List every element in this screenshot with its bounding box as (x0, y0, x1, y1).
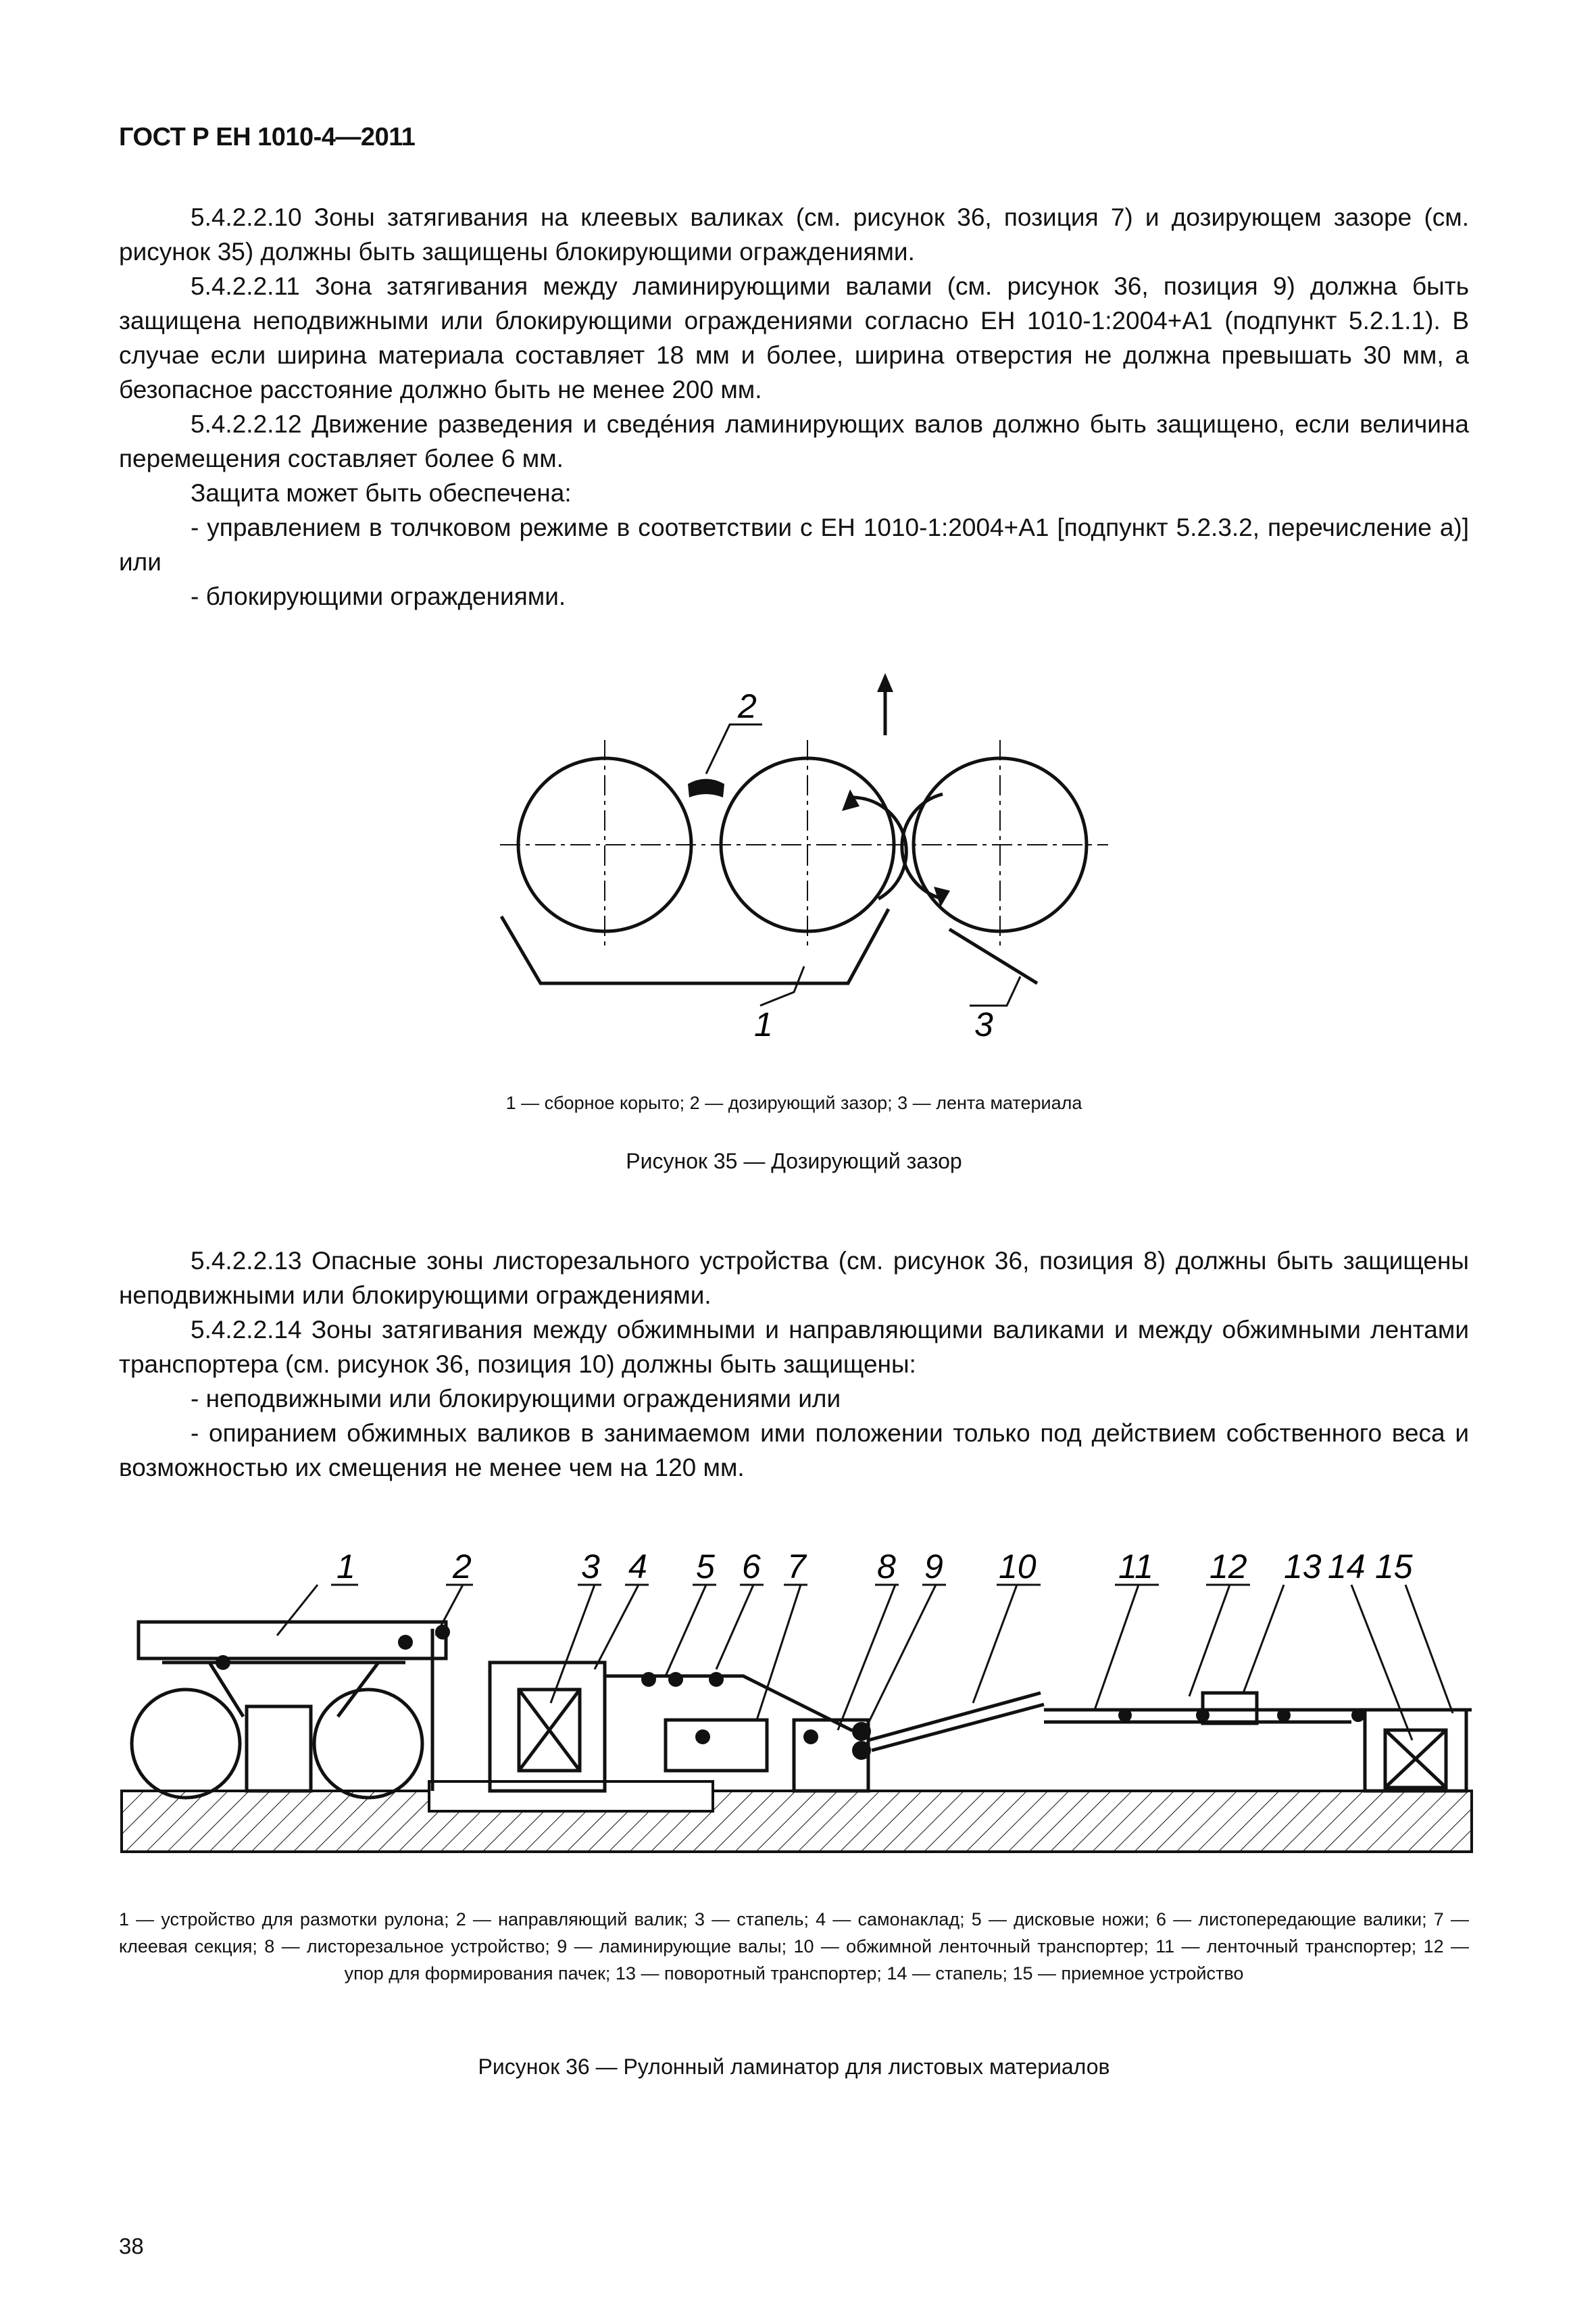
leader-13 (1243, 1585, 1284, 1693)
small-roller (803, 1729, 818, 1744)
figure-35-caption: Рисунок 35 — Дозирующий зазор (626, 1149, 962, 1173)
fig35-label-2: 2 (738, 687, 757, 725)
small-roller (1196, 1708, 1210, 1722)
fig35-label-3: 3 (974, 1006, 993, 1043)
leader-2 (436, 1585, 463, 1635)
fig36-label-13: 13 (1284, 1548, 1322, 1585)
small-roller (1351, 1708, 1365, 1722)
paragraph: 5.4.2.2.12 Движение разведения и сведе́ния ламинирующих валов должно быть защищено, если величина перемещения составляет более 6 мм. (119, 410, 1469, 472)
figure-36-legend (119, 1906, 1469, 1987)
page-number: 38 (119, 2234, 144, 2259)
leader-11 (1095, 1585, 1139, 1710)
leader-9 (865, 1585, 936, 1730)
fig35-label-1: 1 (754, 1006, 773, 1043)
delivery-frame (1365, 1710, 1466, 1791)
floor (122, 1791, 1472, 1852)
small-roller (398, 1635, 413, 1650)
leader-8 (838, 1585, 895, 1730)
paragraph: 5.4.2.2.11 Зона затягивания между ламинирующими валами (см. рисунок 36, позиция 9) должна быть защищена неподвижными или блокирующими ограждениями согласно ЕН 1010-1:2004+А1 (подпункт 5.2.1.1). В случае если ширина материала составляет 18 мм и более, ширина отверстия не должна превышать 30 мм, а безопасное расстояние должно быть не менее 200 мм. (119, 272, 1469, 403)
fig36-label-1: 1 (336, 1548, 355, 1585)
unwinder-stand (247, 1706, 311, 1791)
small-roller (668, 1672, 683, 1687)
leader-15 (1405, 1585, 1453, 1713)
paragraph: - неподвижными или блокирующими ограждениями или (191, 1385, 841, 1412)
leader-12 (1189, 1585, 1230, 1696)
fig36-label-2: 2 (453, 1548, 472, 1585)
fig36-label-11: 11 (1118, 1548, 1153, 1585)
fig36-label-8: 8 (877, 1548, 896, 1585)
fig36-label-4: 4 (628, 1548, 647, 1585)
paragraph: - блокирующими ограждениями. (191, 583, 566, 610)
paragraph: - опиранием обжимных валиков в занимаемом ими положении только под действием собственного веса и возможностью их смещения не менее чем на 120 мм. (119, 1419, 1469, 1481)
unwinder-web-lines (209, 1663, 378, 1717)
paragraph: 5.4.2.2.13 Опасные зоны листорезального устройства (см. рисунок 36, позиция 8) должны быть защищены неподвижными или блокирующими ограждениями. (119, 1247, 1469, 1309)
fig36-label-3: 3 (581, 1548, 600, 1585)
press-belt-conveyor (868, 1693, 1041, 1740)
leader-1 (277, 1585, 318, 1635)
unwind-roll-1 (132, 1690, 240, 1798)
leader-5 (666, 1585, 706, 1676)
fig36-label-9: 9 (924, 1548, 943, 1585)
glue-section-frame (666, 1720, 767, 1771)
small-roller (695, 1729, 710, 1744)
small-roller (1277, 1708, 1291, 1722)
fig36-label-12: 12 (1210, 1548, 1247, 1585)
legend-text: 1 — устройство для размотки рулона; 2 — направляющий валик; 3 — стапель; 4 — самонаклад; 5 — дисковые ножи; 6 — листопередающие валики; 7 — клеевая секция; 8 — листорезальное устройство; 9 — ламинирующие валы; 10 — обжимной ленточный транспортер; 11 — ленточный транспортер; 12 — упор для формирования пачек; 13 — поворотный транспортер; 14 — стапель; 15 — приемное устройство (119, 1909, 1469, 1984)
press-belt-conveyor-lower (872, 1704, 1044, 1750)
small-roller (1118, 1708, 1132, 1722)
floor-pit (429, 1781, 713, 1811)
fig36-label-15: 15 (1375, 1548, 1413, 1585)
leader-6 (716, 1585, 753, 1669)
paragraph: Защита может быть обеспечена: (191, 479, 572, 507)
laminating-roller (852, 1741, 871, 1760)
document-header: ГОСТ Р ЕН 1010-4—2011 (119, 123, 416, 151)
fig36-label-14: 14 (1328, 1548, 1366, 1585)
small-roller (216, 1655, 230, 1670)
fig36-label-10: 10 (999, 1548, 1037, 1585)
fig36-label-6: 6 (742, 1548, 761, 1585)
unwind-roll-2 (314, 1690, 422, 1798)
paragraph: - управлением в толчковом режиме в соответствии с ЕН 1010-1:2004+А1 [подпункт 5.2.3.2, перечисление а)] или (119, 514, 1469, 576)
small-roller (709, 1672, 724, 1687)
legend-text: 1 — сборное корыто; 2 — дозирующий зазор; 3 — лента материала (505, 1093, 1082, 1113)
small-roller (641, 1672, 656, 1687)
figure-36-caption: Рисунок 36 — Рулонный ламинатор для листовых материалов (478, 2054, 1110, 2079)
leader-3 (551, 1585, 595, 1703)
paragraph: 5.4.2.2.10 Зоны затягивания на клеевых валиках (см. рисунок 36, позиция 7) и дозирующем зазоре (см. рисунок 35) должны быть защищены блокирующими ограждениями. (119, 203, 1469, 266)
fig36-label-5: 5 (696, 1548, 715, 1585)
leader-4 (595, 1585, 639, 1669)
fig36-label-7: 7 (787, 1548, 806, 1585)
leader-10 (973, 1585, 1017, 1703)
paragraph: 5.4.2.2.14 Зоны затягивания между обжимными и направляющими валиками и между обжимными лентами транспортера (см. рисунок 36, позиция 10) должны быть защищены: (119, 1316, 1469, 1378)
